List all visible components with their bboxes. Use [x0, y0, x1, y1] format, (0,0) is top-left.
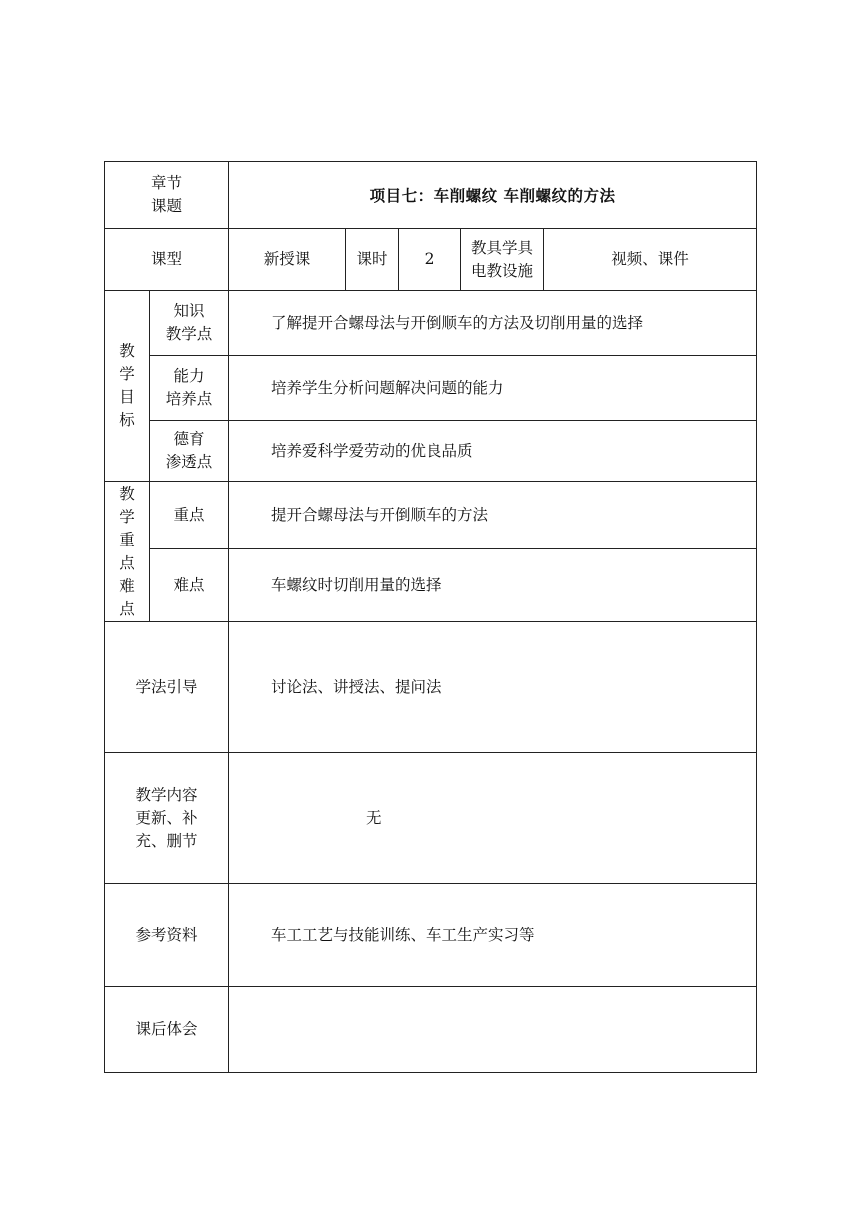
- equipment-label-cell: [461, 229, 544, 291]
- reflection-value: [229, 987, 757, 1073]
- difficult-point-label: 难点: [150, 549, 229, 622]
- moral-label: 德育 渗透点: [150, 421, 229, 482]
- topic-label: 课题: [151, 197, 183, 215]
- method-value: 讨论法、讲授法、提问法: [229, 622, 757, 753]
- keypoints-group-label: 教 学 重 点 难 点: [105, 482, 150, 622]
- key-point-value: 提开合螺母法与开倒顺车的方法: [229, 482, 757, 549]
- hours-value: 2: [399, 229, 461, 291]
- ability-label: 能力 培养点: [150, 356, 229, 421]
- content-update-value: 无: [229, 753, 757, 884]
- lesson-plan-table: [104, 161, 757, 1073]
- difficult-point-value: 车螺纹时切削用量的选择: [229, 549, 757, 622]
- equipment-label-line1: 教具学具: [471, 238, 534, 257]
- reflection-label: 课后体会: [105, 987, 229, 1073]
- knowledge-label: 知识 教学点: [150, 291, 229, 356]
- ability-value: 培养学生分析问题解决问题的能力: [229, 356, 757, 421]
- chapter-label: 章节: [151, 174, 183, 192]
- key-point-label: 重点: [150, 482, 229, 549]
- lesson-title: 项目七：车削螺纹 车削螺纹的方法: [229, 162, 757, 229]
- objectives-group-label: 教 学 目 标: [105, 291, 150, 482]
- references-label: 参考资料: [105, 884, 229, 987]
- hours-label: 课时: [346, 229, 399, 291]
- equipment-label-line2: 电教设施: [471, 261, 534, 280]
- knowledge-value: 了解提开合螺母法与开倒顺车的方法及切削用量的选择: [229, 291, 757, 356]
- chapter-label-cell: [105, 162, 229, 229]
- moral-value: 培养爱科学爱劳动的优良品质: [229, 421, 757, 482]
- references-value: 车工工艺与技能训练、车工生产实习等: [229, 884, 757, 987]
- content-update-label: 教学内容 更新、补 充、删节: [105, 753, 229, 884]
- course-type-value: 新授课: [229, 229, 346, 291]
- method-label: 学法引导: [105, 622, 229, 753]
- course-type-label: 课型: [105, 229, 229, 291]
- equipment-value: 视频、课件: [544, 229, 757, 291]
